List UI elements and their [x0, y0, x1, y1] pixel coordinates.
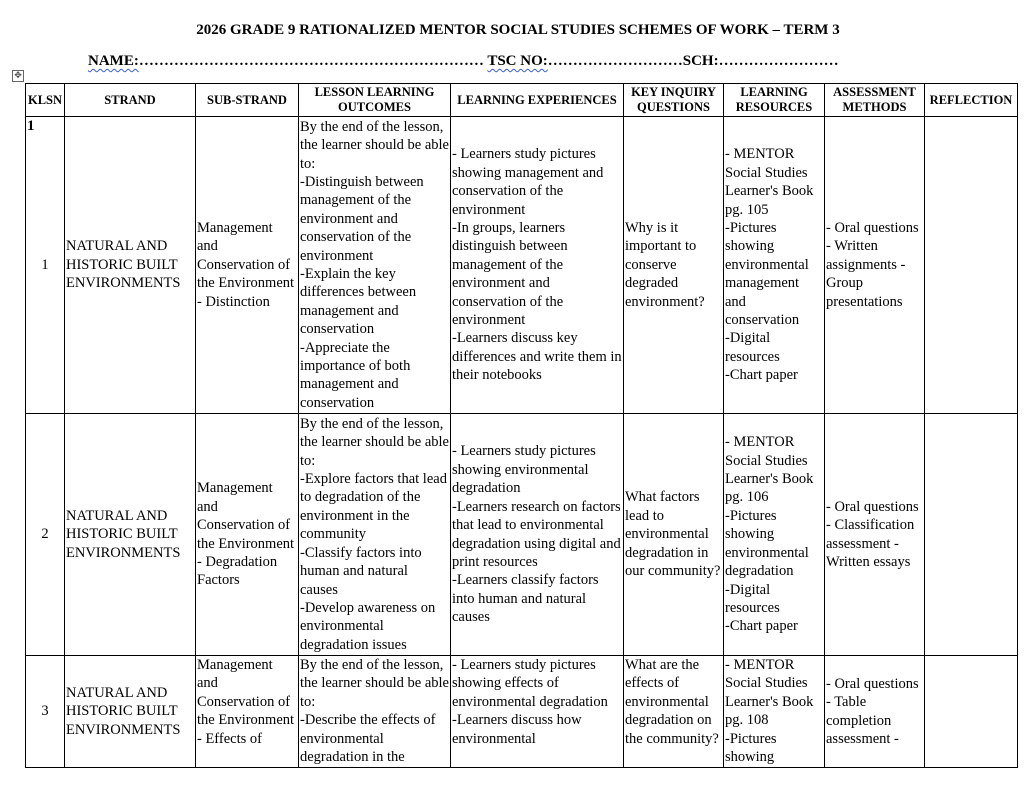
inquiry-cell	[624, 117, 724, 414]
resources-cell	[724, 117, 825, 414]
strand-text: NATURAL AND HISTORIC BUILT ENVIRONMENTS	[66, 507, 181, 561]
resources-cell	[724, 656, 825, 768]
outcomes-text: By the end of the lesson, the learner should be able to: -Distinguish between management of the environment and conservation of the environment -Explain the key differences between management and conservation -Appreciate the importance of both management and conservation	[300, 118, 449, 411]
outcomes-text: By the end of the lesson, the learner should be able to: -Explore factors that lead to degradation of the environment in the community -Classify factors into human and natural causes -Develop awareness on environmental degradation issues	[300, 415, 449, 653]
experiences-cell	[451, 414, 624, 656]
header-strand: STRAND	[65, 84, 196, 117]
assessment-cell	[825, 414, 925, 656]
strand-cell	[65, 656, 196, 768]
inquiry-cell	[624, 414, 724, 656]
table-header-row	[26, 84, 1018, 117]
lesson-number: 3	[26, 656, 65, 768]
inquiry-text: What factors lead to environmental degradation in our community?	[625, 489, 721, 580]
experiences-cell	[451, 656, 624, 768]
table-row	[26, 117, 1018, 414]
reflection-cell	[925, 414, 1018, 656]
sub-strand-text: Management and Conservation of the Environment - Distinction	[197, 219, 295, 310]
table-move-handle-icon[interactable]: ✥	[12, 70, 24, 82]
resources-text: - MENTOR Social Studies Learner's Book pg. 108 -Pictures showing	[725, 657, 814, 766]
sub-strand-cell	[196, 414, 299, 656]
experiences-text: - Learners study pictures showing management and conservation of the environment -In groups, learners distinguish between management of the environment and conservation of the environment -Learners discuss key differences and write them in their notebooks	[452, 146, 622, 384]
experiences-cell	[451, 117, 624, 414]
strand-cell	[65, 117, 196, 414]
tsc-dots: ………………………	[547, 53, 683, 69]
experiences-text: - Learners study pictures showing effects of environmental degradation -Learners discuss how environmental	[452, 657, 608, 747]
table-row	[26, 656, 1018, 768]
assessment-cell	[825, 117, 925, 414]
schemes-of-work-table	[25, 83, 1018, 768]
outcomes-cell	[299, 414, 451, 656]
header-assessment: ASSESSMENT METHODS	[825, 84, 925, 117]
sub-strand-cell	[196, 656, 299, 768]
assessment-text: - Oral questions - Classification assessment - Written essays	[826, 498, 919, 570]
strand-text: NATURAL AND HISTORIC BUILT ENVIRONMENTS	[66, 238, 181, 292]
header-inquiry: KEY INQUIRY QUESTIONS	[624, 84, 724, 117]
header-experiences: LEARNING EXPERIENCES	[451, 84, 624, 117]
resources-text: - MENTOR Social Studies Learner's Book pg. 106 -Pictures showing environmental degradation -Digital resources -Chart paper	[725, 434, 814, 635]
strand-cell	[65, 414, 196, 656]
header-info-line	[88, 53, 839, 70]
sub-strand-text: Management and Conservation of the Environment - Effects of	[197, 657, 295, 747]
resources-text: - MENTOR Social Studies Learner's Book pg. 105 -Pictures showing environmental management and conservation -Digital resources -Chart paper	[725, 146, 814, 384]
outcomes-cell	[299, 117, 451, 414]
resources-cell	[724, 414, 825, 656]
experiences-text: - Learners study pictures showing environmental degradation -Learners research on factors that lead to environmental degradation using digital and print resources -Learners classify factors into human and natural causes	[452, 443, 621, 626]
reflection-cell	[925, 117, 1018, 414]
reflection-cell	[925, 656, 1018, 768]
document-title: 2026 GRADE 9 RATIONALIZED MENTOR SOCIAL STUDIES SCHEMES OF WORK – TERM 3	[196, 22, 840, 38]
outcomes-text: By the end of the lesson, the learner should be able to: -Describe the effects of environmental degradation in the	[300, 657, 449, 766]
inquiry-cell	[624, 656, 724, 768]
sch-label: SCH:	[682, 53, 719, 69]
week-number: 1	[27, 118, 35, 134]
inquiry-text: What are the effects of environmental degradation on the community?	[625, 657, 719, 747]
sch-dots: ……………………	[718, 53, 839, 69]
name-label: NAME:	[88, 53, 139, 69]
lesson-number: 1	[26, 117, 65, 414]
sub-strand-text: Management and Conservation of the Environment - Degradation Factors	[197, 480, 295, 589]
tsc-label: TSC NO:	[487, 53, 548, 69]
header-resources: LEARNING RESOURCES	[724, 84, 825, 117]
outcomes-cell	[299, 656, 451, 768]
header-outcomes: LESSON LEARNING OUTCOMES	[299, 84, 451, 117]
strand-text: NATURAL AND HISTORIC BUILT ENVIRONMENTS	[66, 684, 181, 738]
assessment-text: - Oral questions - Written assignments - Group presentations	[826, 219, 919, 310]
inquiry-text: Why is it important to conserve degraded environment?	[625, 219, 705, 310]
header-klsn: KLSN	[26, 84, 65, 117]
assessment-text: - Oral questions - Table completion assessment -	[826, 675, 919, 747]
sub-strand-cell	[196, 117, 299, 414]
header-sub-strand: SUB-STRAND	[196, 84, 299, 117]
header-reflection: REFLECTION	[925, 84, 1018, 117]
assessment-cell	[825, 656, 925, 768]
name-dots: ……………………………………………………………	[138, 53, 484, 69]
lesson-number: 2	[26, 414, 65, 656]
table-row	[26, 414, 1018, 656]
